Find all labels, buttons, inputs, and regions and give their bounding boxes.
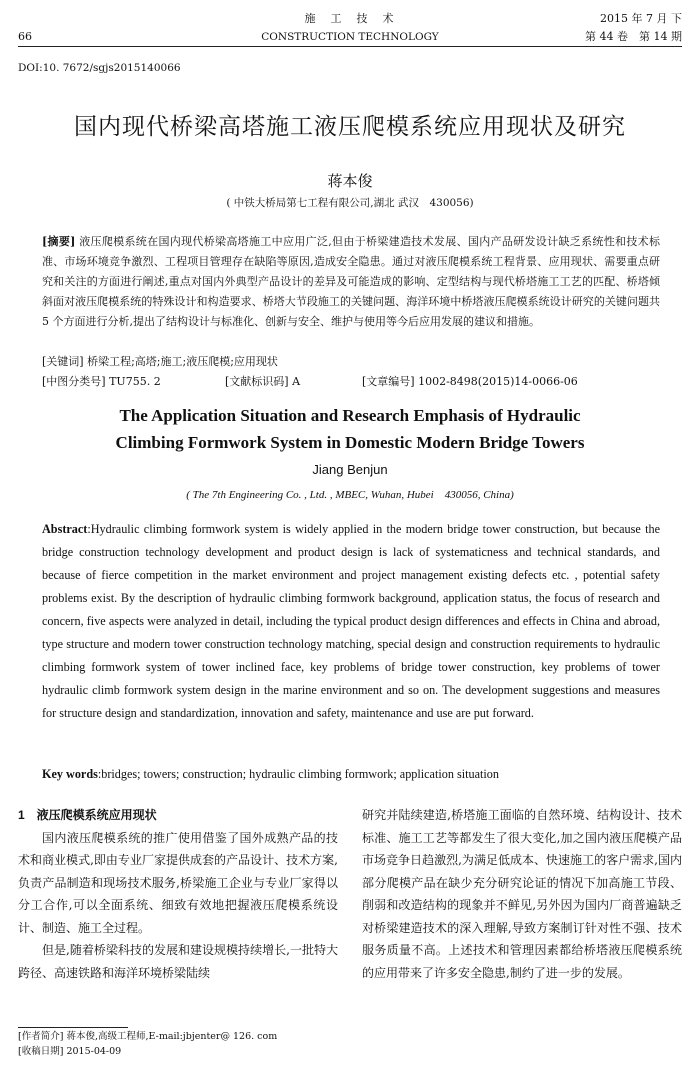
keywords-en-text: :bridges; towers; construction; hydraulic climbing formwork; application situation <box>97 767 499 781</box>
abstract-cn-label: [摘要] <box>42 235 76 248</box>
page-number: 66 <box>18 30 32 43</box>
footnote-received-text: 2015-04-09 <box>66 1046 122 1057</box>
keywords-cn <box>42 352 278 372</box>
abstract-en-label: Abstract <box>42 522 88 536</box>
doc-label: [文献标识码] <box>225 375 289 388</box>
clc-value: TU755. 2 <box>109 375 161 388</box>
body-right-column <box>362 804 682 984</box>
footnote-author <box>18 1030 277 1044</box>
footnote-received-label: [收稿日期] <box>18 1046 64 1057</box>
body-paragraph-1: 国内液压爬模系统的推广使用借鉴了国外成熟产品的技术和商业模式,即由专业厂家提供成套的产品设计、技术方案,负责产品制造和现场技术服务,桥梁施工企业与专业厂家得以分工合作,可以全面系统、细致有效地把握液压爬模系统设计、制造、施工全过程。 <box>18 830 338 935</box>
keywords-cn-label: [关键词] <box>42 355 84 368</box>
issue-date: 2015 年 7 月 下 <box>600 12 682 25</box>
keywords-en <box>42 764 660 784</box>
footnote-author-label: [作者简介] <box>18 1031 64 1042</box>
body-paragraph-2: 但是,随着桥梁科技的发展和建设规模持续增长,一批特大跨径、高速铁路和海洋环境桥梁陆续 <box>18 943 338 980</box>
header-rule <box>18 46 682 47</box>
clc-number <box>42 372 161 392</box>
affiliation-en: ( The 7th Engineering Co. , Ltd. , MBEC, Wuhan, Hubei 430056, China) <box>186 489 514 501</box>
author-cn: 蒋本俊 <box>327 172 373 190</box>
body-left-column <box>18 804 338 984</box>
abstract-en-text: :Hydraulic climbing formwork system is widely applied in the modern bridge tower construction, but because the bridge construction technology development and product design is lack of systematicness and technical standards, and because of fierce competition in the market environment and project management existing defects etc. , potential safety problems exist. By the description of hydraulic climbing formwork background, application status, the focus of research and concern, five aspects were analyzed in detail, including the typical product design differences and effects in China and abroad, type structure and modern tower construction technology matching, special design and construction requirements to hydraulic climbing formwork system of tower inclined face, key problems of bridge tower construction, key problems of tower hydraulic climb formwork system design in the marine environment and so on. The development suggestions and measures for structure design and standardization, innovation and safety, maintenance and use are put forward. <box>42 522 660 720</box>
doi: DOI:10. 7672/sgjs2015140066 <box>18 62 181 74</box>
article-number <box>362 372 578 392</box>
body-paragraph-2-continued: 研究并陆续建造,桥塔施工面临的自然环境、结构设计、技术标准、施工工艺等都发生了很大变化,加之国内液压爬模产品市场竞争日趋激烈,为满足低成本、快速施工的客户需求,国内部分爬模产品在缺少充分研究论证的情况下加高施工节段、削弱和改造结构的现象并不鲜见,另外因为国内厂商普遍缺乏对桥梁建造技术的深入理解,导致方案制订针对性不强、技术服务质量不高。上述技术和管理因素都给桥塔液压爬模系统的应用带来了许多安全隐患,制约了进一步的发展。 <box>362 808 682 980</box>
abstract-en <box>42 518 660 725</box>
footnote-received <box>18 1045 121 1059</box>
article-label: [文章编号] <box>362 375 415 388</box>
title-en-line1: The Application Situation and Research Emphasis of Hydraulic <box>119 406 581 425</box>
doc-value: A <box>292 375 301 388</box>
abstract-cn <box>42 232 660 332</box>
footnote-rule <box>18 1027 128 1028</box>
title-en <box>0 402 700 456</box>
journal-title-cn: 施 工 技 术 <box>304 12 396 25</box>
author-en: Jiang Benjun <box>312 462 388 477</box>
volume-issue: 第 44 卷 第 14 期 <box>585 30 682 43</box>
clc-label: [中图分类号] <box>42 375 106 388</box>
keywords-en-label: Key words <box>42 767 98 781</box>
document-code <box>225 372 300 392</box>
abstract-cn-text: 液压爬模系统在国内现代桥梁高塔施工中应用广泛,但由于桥梁建造技术发展、国内产品研发设计缺乏系统性和技术标准、市场环境竞争激烈、工程项目管理存在缺陷等原因,造成安全隐患。通过对液压爬模系统工程背景、应用现状、需要重点研究和关注的方面进行阐述,重点对国内外典型产品设计的差异及可能造成的影响、定型结构与现代桥塔施工工艺的匹配、桥塔倾斜面对液压爬模系统的特殊设计和构造要求、桥塔大节段施工的关键问题、海洋环境中桥塔液压爬模系统设计研究的关键问题共 5 个方面进行分析,提出了结构设计与标准化、创新与安全、维护与使用等今后应用发展的建议和措施。 <box>42 235 660 328</box>
affiliation-cn: ( 中铁大桥局第七工程有限公司,湖北 武汉 430056) <box>226 197 474 209</box>
keywords-cn-text: 桥梁工程;高塔;施工;液压爬模;应用现状 <box>87 355 278 368</box>
article-value: 1002-8498(2015)14-0066-06 <box>418 375 578 388</box>
section-heading: 1 液压爬模系统应用现状 <box>18 808 157 822</box>
journal-title-en: CONSTRUCTION TECHNOLOGY <box>261 31 439 43</box>
footnote-author-text: 蒋本俊,高级工程师,E-mail:jbjenter@ 126. com <box>66 1031 278 1042</box>
title-en-line2: Climbing Formwork System in Domestic Modern Bridge Towers <box>115 433 585 452</box>
title-cn: 国内现代桥梁高塔施工液压爬模系统应用现状及研究 <box>74 114 626 140</box>
